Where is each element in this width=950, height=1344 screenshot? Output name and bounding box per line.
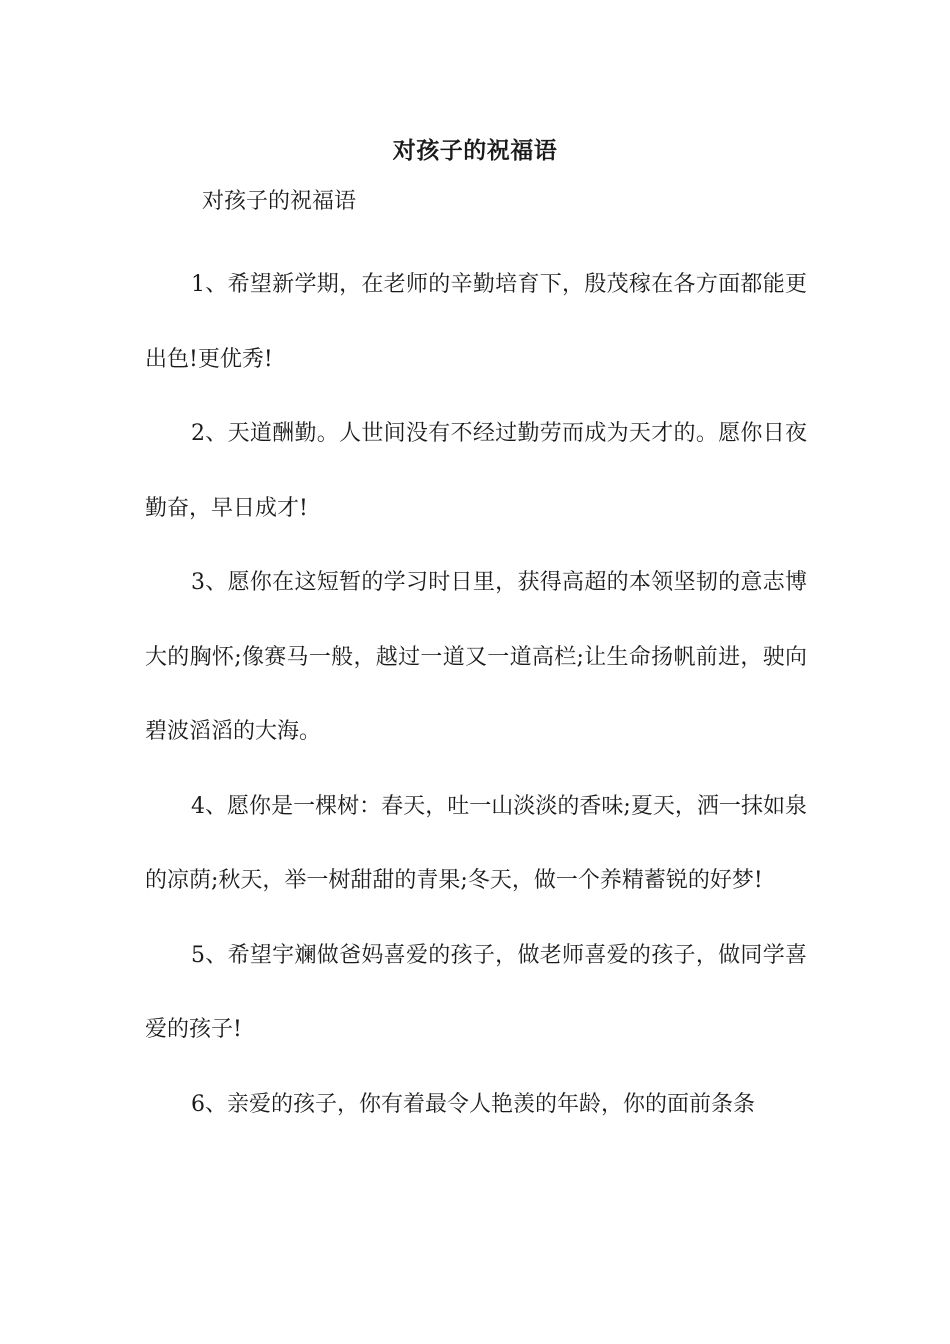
paragraph-5: 5、希望宇斓做爸妈喜爱的孩子，做老师喜爱的孩子，做同学喜爱的孩子! — [145, 942, 807, 1042]
paragraph-2: 2、天道酬勤。人世间没有不经过勤劳而成为天才的。愿你日夜勤奋，早日成才! — [145, 421, 807, 521]
document-subtitle: 对孩子的祝福语 — [202, 189, 357, 214]
document-title: 对孩子的祝福语 — [392, 137, 558, 164]
paragraph-1: 1、希望新学期，在老师的辛勤培育下，殷茂稼在各方面都能更出色!更优秀! — [145, 272, 807, 372]
document-body — [145, 248, 807, 1142]
paragraph-3: 3、愿你在这短暂的学习时日里，获得高超的本领坚韧的意志博大的胸怀;像赛马一般，越过一道又一道高栏;让生命扬帆前进，驶向碧波滔滔的大海。 — [145, 570, 807, 744]
paragraph-6: 6、亲爱的孩子，你有着最令人艳羡的年龄，你的面前条条 — [191, 1091, 755, 1117]
paragraph-4: 4、愿你是一棵树：春天，吐一山淡淡的香味;夏天，洒一抹如泉的凉荫;秋天，举一树甜甜的青果;冬天，做一个养精蓄锐的好梦! — [145, 793, 807, 893]
